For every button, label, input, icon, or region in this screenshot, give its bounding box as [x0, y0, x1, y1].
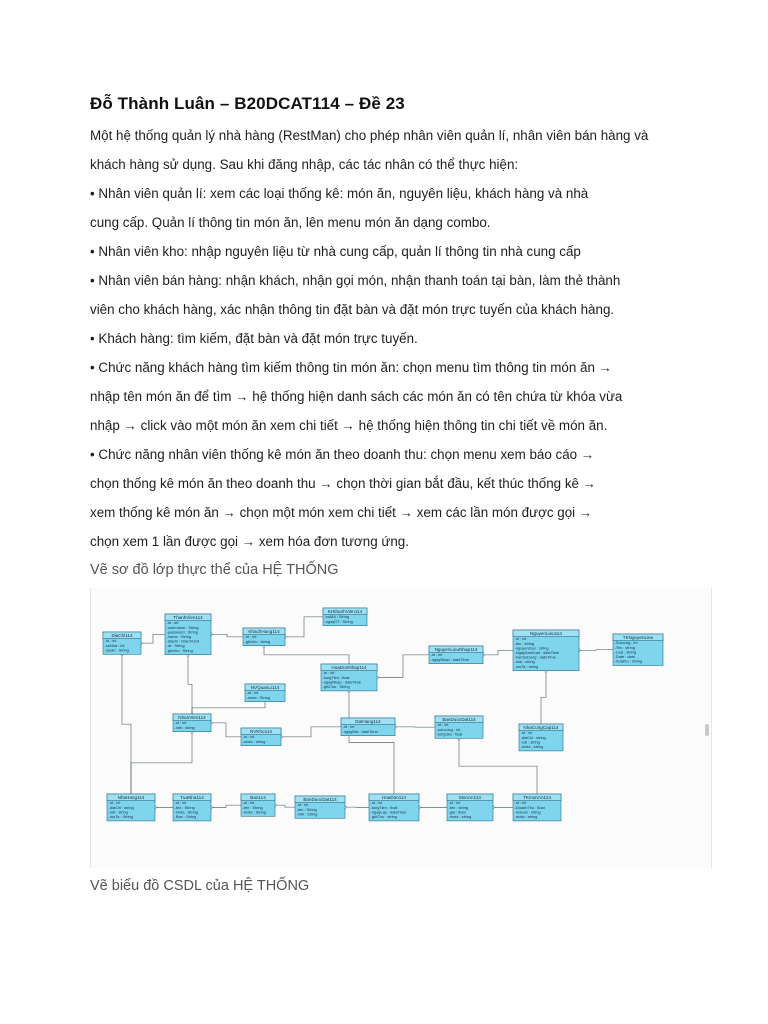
class-attribute: -hanSuDung : dateTime	[514, 654, 556, 660]
class-attribute: -dt : String	[166, 643, 185, 649]
class-attribute: -username : String	[166, 624, 199, 630]
class-attribute: -soLuong : int	[436, 726, 461, 732]
relationship-line	[285, 617, 323, 637]
class-box	[245, 684, 285, 702]
class-attribute: -mota : string	[514, 814, 538, 819]
class-attribute: -id : int	[370, 800, 383, 806]
class-name: BanDuocDat114	[303, 796, 337, 802]
body-line: • Nhân viên bán hàng: nhận khách, nhận gọi món, nhận thanh toán tại bàn, làm thẻ thành	[90, 273, 621, 288]
relationship-line	[192, 702, 265, 714]
class-attribute: -tongTien : float	[322, 674, 350, 680]
class-box	[321, 664, 377, 691]
class-attribute: -Date : date	[614, 654, 635, 659]
body-line: xem thống kê món ăn → chọn một món xem chi tiết → xem các lần món được gọi →	[90, 505, 593, 520]
class-attribute: -tongGia : float	[436, 731, 463, 737]
class-attribute: -vitri : string	[174, 724, 195, 730]
class-name: TuaNha114	[180, 794, 204, 800]
body-line: cung cấp. Quản lí thông tin món ăn, lên menu món ăn dạng combo.	[90, 215, 491, 230]
class-attribute: -tongTien : float	[370, 804, 398, 810]
class-name: ThanhVien114	[173, 614, 203, 620]
class-name: HoaDonNhap114	[331, 664, 367, 670]
class-attribute: -id : int	[166, 620, 179, 626]
class-attribute: -ten : string	[448, 804, 469, 810]
class-attribute: -id : int	[174, 720, 187, 726]
class-attribute: -id : int	[108, 800, 121, 806]
class-box	[295, 796, 345, 818]
class-name: NguyenLieu114	[530, 630, 562, 636]
class-attribute: -mota : string	[448, 814, 472, 819]
class-attribute: -diaChi : string	[108, 804, 134, 810]
class-attribute: -id : int	[436, 722, 449, 728]
class-attribute: -ghichu : string	[244, 638, 271, 644]
class-box	[243, 628, 285, 646]
class-attribute: -ngayDT : String	[324, 618, 353, 624]
class-box	[435, 716, 483, 738]
class-attribute: -id : int	[104, 638, 117, 644]
class-box	[513, 794, 561, 821]
class-attribute: -id : int	[430, 652, 443, 658]
class-box	[369, 794, 419, 821]
class-attribute: -mota : string	[520, 744, 544, 749]
class-attribute: -id : int	[514, 636, 527, 642]
relationship-line	[264, 646, 349, 664]
class-name: NguyenLieuNhap114	[434, 646, 478, 652]
class-attribute: -Quan : String	[104, 647, 129, 653]
class-name: NVQuanLi114	[250, 684, 280, 690]
class-attribute: -password : String	[166, 629, 198, 635]
class-attribute: -monan : string	[514, 809, 541, 815]
class-attribute: -id : int	[242, 800, 255, 806]
class-attribute: -mota : String	[174, 809, 198, 815]
class-name: BanDuocDat114	[442, 716, 476, 722]
class-box	[165, 614, 211, 655]
class-attribute: -id : int	[244, 634, 257, 640]
class-box	[447, 794, 493, 821]
class-attribute: -id : int	[246, 690, 259, 696]
class-attribute: -soMA : String	[324, 614, 350, 620]
class-attribute: -mota : string	[242, 738, 266, 744]
body-line: • Chức năng nhân viên thống kê món ăn theo doanh thu: chọn menu xem báo cáo →	[90, 447, 595, 462]
class-attribute: -mota : String	[246, 694, 270, 700]
class-attribute: -name : String	[166, 634, 192, 639]
class-name: NVKho114	[250, 728, 272, 734]
class-name: NhaHang114	[117, 794, 145, 800]
body-line: nhập → click vào một món ăn xem chi tiết → hệ thống hiện thông tin chi tiết về món ăn.	[90, 418, 608, 433]
relationship-line	[122, 654, 131, 794]
scroll-thumb[interactable]	[705, 724, 709, 736]
class-box	[103, 632, 141, 654]
section-heading-database-diagram: Vẽ biểu đồ CSDL của HỆ THỐNG	[90, 878, 310, 894]
body-line: chọn thống kê món ăn theo doanh thu → chọn thời gian bắt đầu, kết thúc thống kê →	[90, 476, 597, 491]
relationship-line	[483, 650, 513, 655]
body-line: nhập tên món ăn để tìm → hệ thống hiện danh sách các món ăn có tên chứa từ khóa vừa	[90, 389, 623, 404]
class-diagram	[90, 588, 712, 868]
relationship-line	[141, 634, 165, 643]
class-attribute: -loai : string	[514, 659, 535, 665]
class-attribute: -id : int	[520, 730, 533, 736]
class-attribute: -id : int	[174, 800, 187, 806]
class-attribute: -id : int	[322, 670, 335, 676]
class-attribute: -ngayNhap : dateTime	[322, 679, 361, 685]
class-attribute: -id : int	[448, 800, 461, 806]
relationship-line	[377, 655, 429, 678]
class-box	[613, 634, 663, 666]
class-attribute: -ngayDat : dateTime	[342, 728, 378, 734]
class-attribute: -soNha : int	[104, 642, 125, 648]
class-attribute: -Soluong : int	[614, 640, 638, 646]
class-attribute: -id : int	[514, 800, 527, 806]
class-attribute: -ghiChu : string	[370, 814, 397, 819]
class-boxes	[103, 608, 663, 821]
class-attribute: -id : int	[296, 802, 309, 808]
class-attribute: -Loai : string	[614, 649, 637, 655]
class-box	[323, 608, 367, 626]
class-box	[241, 728, 281, 746]
class-name: MonAn114	[459, 794, 481, 800]
relationship-line	[541, 671, 546, 724]
class-attribute: -Ten : string	[614, 644, 635, 650]
class-name: KHthanhVien114	[327, 608, 363, 614]
body-line: viên cho khách hàng, xác nhận thông tin đặt bàn và đặt món trực tuyến của khách hàng.	[90, 302, 615, 317]
document-title: Đỗ Thành Luân – B20DCAT114 – Đề 23	[90, 94, 405, 113]
class-attribute: -id : int	[242, 734, 255, 740]
class-name: KhachHang114	[248, 628, 280, 634]
class-attribute: -nguyenGoc : string	[514, 645, 549, 651]
class-attribute: -ten : String	[174, 804, 195, 810]
class-box	[107, 794, 155, 821]
class-diagram-canvas	[91, 588, 711, 868]
class-attribute: -ten : String	[296, 806, 317, 812]
body-line: • Nhân viên kho: nhập nguyên liệu từ nhà cung cấp, quản lí thông tin nhà cung cấp	[90, 244, 581, 259]
body-line: Một hệ thống quản lý nhà hàng (RestMan) cho phép nhân viên quản lí, nhân viên bán hàng và	[90, 128, 649, 143]
class-box	[241, 794, 275, 816]
class-name: NhanVien114	[178, 714, 206, 720]
class-name: HoaDon114	[381, 794, 407, 800]
body-line: chọn xem 1 lần được gọi → xem hóa đơn tương ứng.	[90, 534, 409, 549]
class-attribute: -mota : String	[242, 809, 266, 815]
class-attribute: -sdt : string	[108, 809, 128, 815]
class-attribute: -vitri : String	[296, 811, 318, 817]
class-name: TKNguyenLieu	[622, 634, 654, 640]
class-attribute: -moTa : String	[108, 814, 133, 819]
relationship-line	[349, 691, 394, 794]
class-name: DatHang114	[355, 718, 381, 724]
class-attribute: -ngayNhap : dateTime	[430, 656, 469, 662]
relationship-line	[579, 650, 613, 651]
class-box	[519, 724, 563, 751]
body-line: khách hàng sử dụng. Sau khi đăng nhập, các tác nhân có thể thực hiện:	[90, 157, 519, 172]
relationship-line	[275, 805, 295, 807]
relationship-line	[188, 655, 192, 714]
relationship-line	[211, 634, 243, 637]
class-attribute: -sdt : string	[520, 739, 540, 745]
class-name: Ban114	[250, 794, 266, 800]
class-attribute: -gia : float	[448, 809, 466, 815]
class-box	[173, 714, 211, 732]
class-attribute: -XuatXu : String	[614, 658, 643, 664]
relationship-line	[211, 723, 241, 737]
class-name: DiaChi114	[111, 632, 133, 638]
class-box	[513, 630, 579, 671]
class-box	[173, 794, 211, 821]
class-box	[341, 718, 395, 736]
class-attribute: -ghiChu : String	[322, 684, 350, 689]
section-heading-class-diagram: Vẽ sơ đồ lớp thực thể của HỆ THỐNG	[90, 562, 339, 578]
body-line: • Nhân viên quản lí: xem các loại thống kê: món ăn, nguyên liệu, khách hàng và nhà	[90, 186, 589, 201]
class-box	[429, 646, 483, 664]
body-line: • Khách hàng: tìm kiếm, đặt bàn và đặt món trực tuyến.	[90, 331, 418, 346]
relationship-line	[211, 805, 241, 807]
class-name: NhaCungCap114	[523, 724, 559, 730]
class-attribute: -DoanhThu : float	[514, 804, 545, 810]
document-body	[90, 121, 730, 556]
relationship-line	[281, 727, 341, 737]
relationship-line	[131, 732, 192, 794]
class-attribute: -diaChi : string	[520, 734, 546, 740]
body-line: • Chức năng khách hàng tìm kiếm thông tin món ăn: chọn menu tìm thông tin món ăn →	[90, 360, 613, 375]
class-attribute: -NgaySanXuat : dateTime	[514, 650, 560, 655]
class-attribute: -ngayLap : dateTime	[370, 809, 407, 815]
class-attribute: -Ban : String	[174, 814, 197, 819]
class-attribute: -ten : string	[514, 640, 535, 646]
class-attribute: -diachi : DiaChi114	[166, 638, 200, 644]
class-name: TKmonAn114	[523, 794, 551, 800]
class-attribute: -moTa : string	[514, 663, 539, 669]
class-attribute: -ghichu : String	[166, 647, 193, 653]
class-attribute: -id : int	[342, 724, 355, 730]
class-attribute: -ten : String	[242, 804, 263, 810]
